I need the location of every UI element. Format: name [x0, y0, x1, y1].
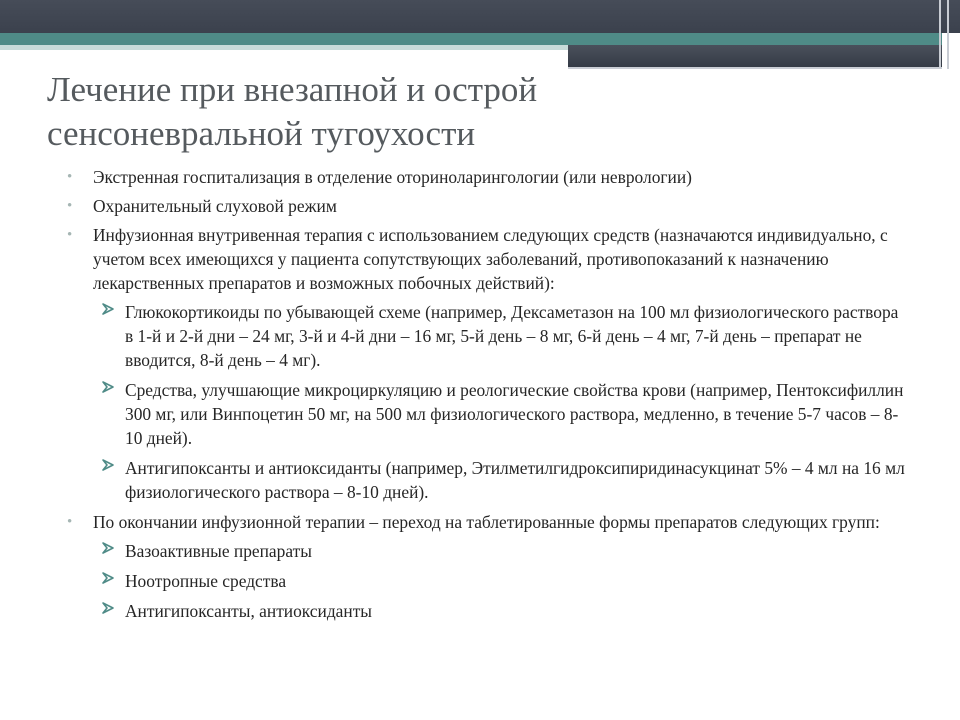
list-item-text: Охранительный слуховой режим — [93, 196, 337, 216]
sublist-item — [100, 378, 905, 450]
arrow-bullet-icon — [100, 379, 116, 395]
sublist — [100, 300, 905, 504]
sublist-item — [100, 456, 905, 504]
arrow-bullet-icon — [100, 600, 116, 616]
list-item — [60, 165, 905, 189]
sublist — [100, 539, 905, 623]
list-item-text: По окончании инфузионной терапии – переход на таблетированные формы препаратов следующих групп: — [93, 512, 880, 532]
sublist-item — [100, 300, 905, 372]
sublist-item-text: Глюкокортикоиды по убывающей схеме (например, Дексаметазон на 100 мл физиологического раствора в 1-й и 2-й дни – 24 мг, 3-й и 4-й дни – 16 мг, 5-й день – 8 мг, 6-й день – 4 мг, 7-й день – препарат не вводится, 8-й день – 4 мг). — [125, 302, 899, 370]
arrow-bullet-icon — [100, 570, 116, 586]
arrow-bullet-icon — [100, 301, 116, 317]
list-item — [60, 223, 905, 295]
list-item — [60, 510, 905, 534]
header-dark-tab — [568, 45, 942, 67]
sublist-item-text: Антигипоксанты, антиоксиданты — [125, 601, 372, 621]
title-line-1: Лечение при внезапной и острой — [47, 70, 538, 109]
bullet-icon: • — [67, 227, 73, 243]
list-item-text: Инфузионная внутривенная терапия с использованием следующих средств (назначаются индивидуально, с учетом всех имеющихся у пациента сопутствующих заболеваний, противопоказаний к назначению лекарственных препаратов и возможных побочных действий): — [93, 225, 888, 293]
list-item — [60, 194, 905, 218]
sublist-item — [100, 569, 905, 593]
sublist-item-text: Вазоактивные препараты — [125, 541, 312, 561]
corner-decoration — [935, 0, 960, 69]
bullet-icon: • — [67, 514, 73, 530]
list-item-text: Экстренная госпитализация в отделение оториноларингологии (или неврологии) — [93, 167, 692, 187]
slide-title — [47, 68, 927, 156]
header-teal-stripe — [0, 33, 942, 45]
bullet-icon: • — [67, 198, 73, 214]
sublist-item-text: Ноотропные средства — [125, 571, 287, 591]
slide-content — [60, 165, 905, 629]
sublist-item-text: Антигипоксанты и антиоксиданты (например, Этилметилгидроксипиридинасукцинат 5% – 4 мл на 16 мл физиологического раствора – 8-10 дней). — [125, 458, 905, 502]
sublist-item-text: Средства, улучшающие микроциркуляцию и реологические свойства крови (например, Пентоксифиллин 300 мг, или Винпоцетин 50 мг, на 500 мл физиологического раствора, медленно, в течение 5-7 часов – 8-10 дней). — [125, 380, 904, 448]
bullet-icon: • — [67, 169, 73, 185]
arrow-bullet-icon — [100, 457, 116, 473]
sublist-item — [100, 599, 905, 623]
arrow-bullet-icon — [100, 540, 116, 556]
title-line-2: сенсоневральной тугоухости — [47, 114, 476, 153]
header-band — [0, 0, 960, 33]
sublist-item — [100, 539, 905, 563]
